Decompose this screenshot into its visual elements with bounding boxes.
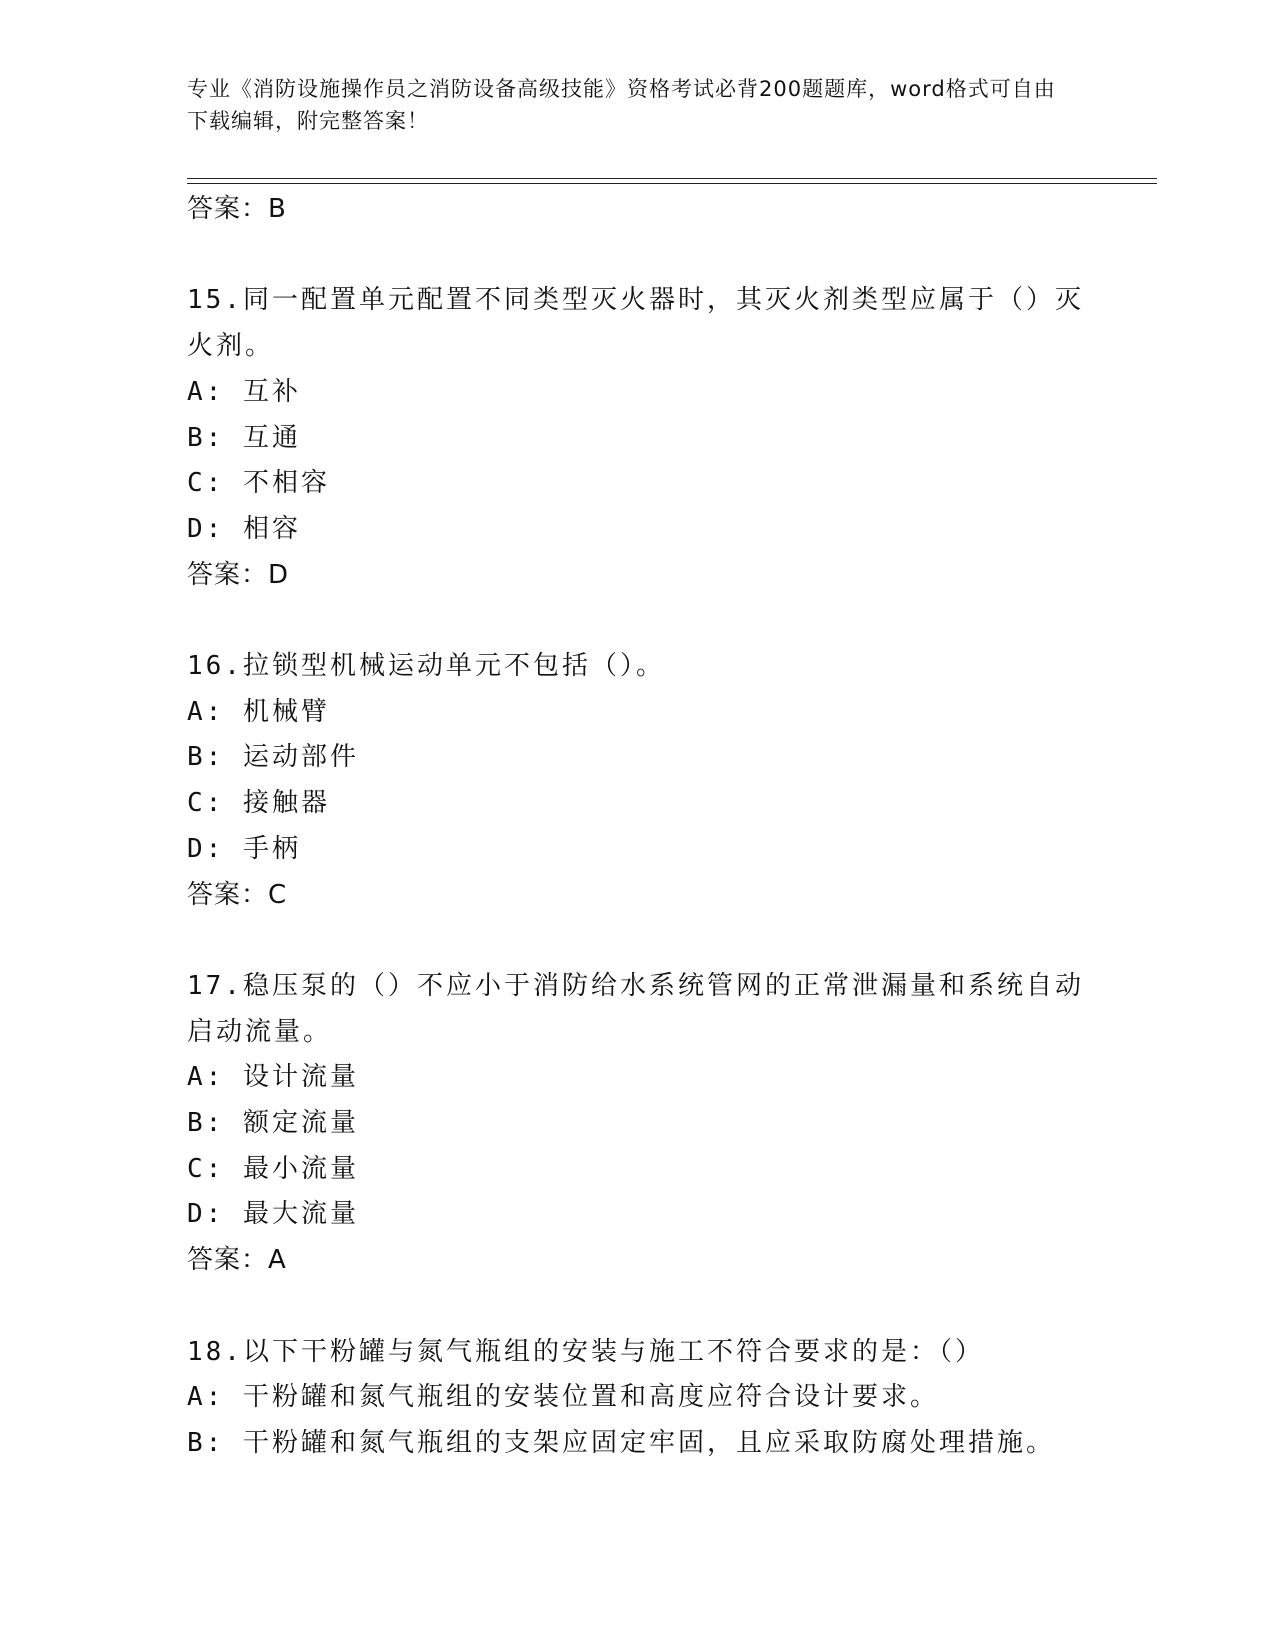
- option-b: B: 额定流量: [187, 1108, 359, 1139]
- answer-line: 答案：D: [187, 559, 290, 590]
- question-block: [187, 964, 1087, 1284]
- question-block: [187, 644, 1087, 918]
- question-stem: 16.拉锁型机械运动单元不包括（）。: [187, 651, 665, 681]
- option-d: D: 最大流量: [187, 1199, 359, 1230]
- option-b: B: 运动部件: [187, 742, 359, 773]
- spacer: [187, 233, 1087, 279]
- option-a: A: 干粉罐和氮气瓶组的安装位置和高度应符合设计要求。: [187, 1382, 939, 1413]
- question-stem: 17.稳压泵的（）不应小于消防给水系统管网的正常泄漏量和系统自动启动流量。: [187, 970, 1084, 1047]
- question-list: [187, 187, 1087, 1467]
- option-b: B: 干粉罐和氮气瓶组的支架应固定牢固，且应采取防腐处理措施。: [187, 1427, 1055, 1458]
- document-header: 专业《消防设施操作员之消防设备高级技能》资格考试必背200题题库，word格式可自由下载编辑，附完整答案！: [187, 77, 1056, 133]
- question-block: [187, 278, 1087, 598]
- header-divider-bottom: [187, 183, 1157, 184]
- option-d: D: 相容: [187, 513, 301, 544]
- option-a: A: 机械臂: [187, 696, 330, 727]
- option-c: C: 不相容: [187, 468, 330, 499]
- spacer: [187, 1284, 1087, 1330]
- question-stem: 18.以下干粉罐与氮气瓶组的安装与施工不符合要求的是：（）: [187, 1336, 984, 1367]
- spacer: [187, 598, 1087, 644]
- header-divider-top: [187, 178, 1157, 179]
- option-c: C: 最小流量: [187, 1153, 359, 1184]
- option-a: A: 互补: [187, 376, 301, 407]
- answer-line: 答案：A: [187, 1245, 287, 1276]
- option-a: A: 设计流量: [187, 1062, 359, 1093]
- spacer: [187, 918, 1087, 964]
- option-c: C: 接触器: [187, 788, 330, 819]
- question-stem: 15.同一配置单元配置不同类型灭火器时，其灭火剂类型应属于（）灭火剂。: [187, 285, 1084, 362]
- option-d: D: 手柄: [187, 833, 301, 864]
- answer-line: 答案：C: [187, 879, 288, 910]
- question-block: [187, 1330, 1087, 1467]
- option-b: B: 互通: [187, 422, 301, 453]
- answer-line: 答案：B: [187, 194, 287, 224]
